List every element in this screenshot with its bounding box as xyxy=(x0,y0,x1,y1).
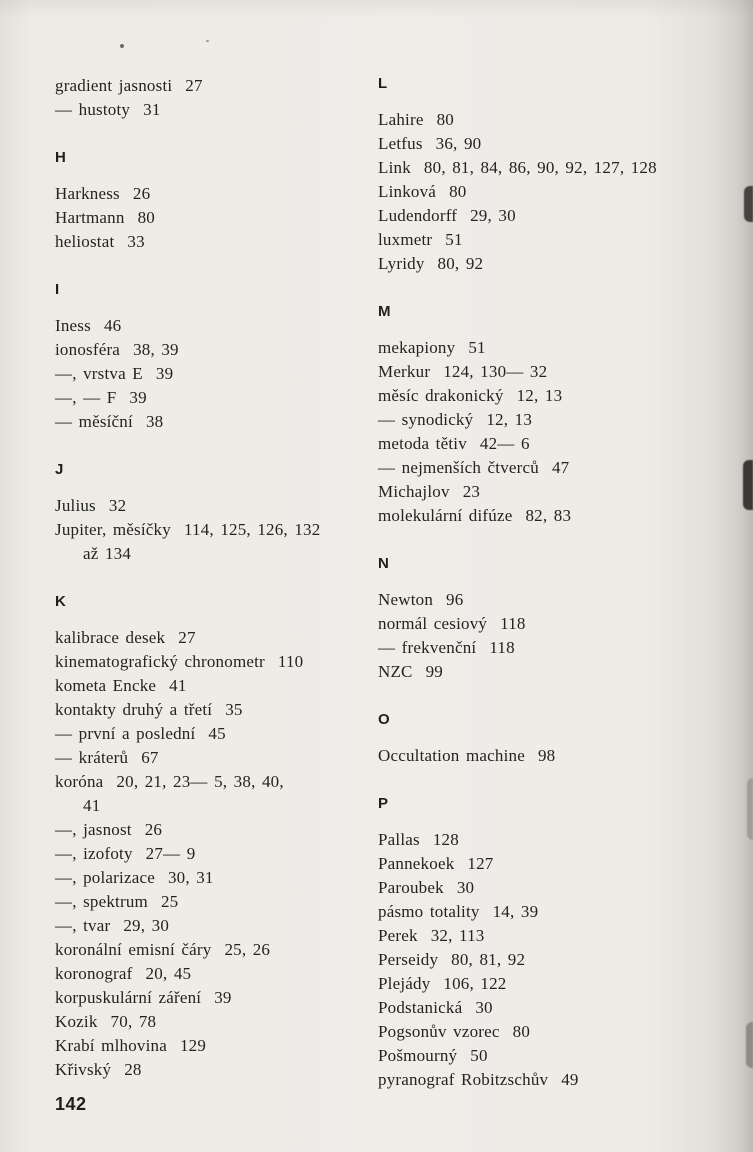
index-entry xyxy=(55,674,378,698)
index-entry xyxy=(55,182,378,206)
index-entry xyxy=(378,456,748,480)
index-entry xyxy=(378,252,748,276)
entry-term: koronograf xyxy=(55,964,133,983)
index-entry xyxy=(55,1010,378,1034)
entry-term: Plejády xyxy=(378,974,431,993)
entry-term: Jupiter, měsíčky xyxy=(55,520,171,539)
index-section-i xyxy=(55,280,378,434)
index-entry xyxy=(55,890,378,914)
entry-pages: 35 xyxy=(225,700,243,719)
entry-pages: 41 xyxy=(169,676,187,695)
entry-pages: 114, 125, 126, 132 xyxy=(183,520,321,539)
index-entry xyxy=(378,660,748,684)
index-entry xyxy=(55,230,378,254)
entry-term: Perseidy xyxy=(378,950,439,969)
index-columns xyxy=(55,74,748,1092)
entry-pages: 39 xyxy=(214,988,232,1007)
entry-pages: 23 xyxy=(462,482,481,501)
index-entry xyxy=(55,338,378,362)
index-entry xyxy=(378,108,748,132)
entry-term: —, jasnost xyxy=(55,820,132,839)
index-section-k xyxy=(55,592,378,1082)
index-entry xyxy=(55,206,378,230)
index-entry xyxy=(55,98,378,122)
index-entry xyxy=(55,626,378,650)
entry-term: kalibrace desek xyxy=(55,628,166,647)
entry-term: Julius xyxy=(55,496,96,515)
index-entry xyxy=(55,362,378,386)
index-column-right xyxy=(378,74,748,1092)
entry-pages: 67 xyxy=(141,748,159,767)
index-entry xyxy=(55,986,378,1010)
entry-pages: 28 xyxy=(124,1060,142,1079)
index-section-n xyxy=(378,554,748,684)
index-entry xyxy=(378,828,748,852)
entry-pages: 118 xyxy=(489,638,515,657)
index-entry xyxy=(378,924,748,948)
entry-term: —, vrstva E xyxy=(55,364,143,383)
entry-term: kinematografický chronometr xyxy=(55,652,265,671)
entry-term: — synodický xyxy=(378,410,474,429)
entry-term: korpuskulární záření xyxy=(55,988,202,1007)
entry-term: 41 xyxy=(83,796,101,815)
entry-pages: 80, 92 xyxy=(437,254,484,273)
entry-pages: 51 xyxy=(468,338,486,357)
entry-pages: 98 xyxy=(537,746,556,765)
entry-term: Pallas xyxy=(378,830,420,849)
index-section-m xyxy=(378,302,748,528)
entry-pages: 39 xyxy=(129,388,147,407)
entry-pages: 110 xyxy=(277,652,304,671)
entry-pages: 80 xyxy=(436,110,454,129)
index-entry xyxy=(378,636,748,660)
entry-term: —, spektrum xyxy=(55,892,148,911)
entry-pages: 14, 39 xyxy=(492,902,539,921)
entry-term: —, polarizace xyxy=(55,868,155,887)
index-entry xyxy=(378,612,748,636)
index-entry xyxy=(378,432,748,456)
entry-pages: 26 xyxy=(132,184,151,203)
entry-pages: 80 xyxy=(137,208,155,227)
entry-pages: 38 xyxy=(145,412,164,431)
index-entry xyxy=(378,900,748,924)
index-entry xyxy=(55,518,378,542)
entry-term: měsíc drakonický xyxy=(378,386,504,405)
entry-term: kontakty druhý a třetí xyxy=(55,700,213,719)
section-letter: M xyxy=(378,303,391,320)
entry-pages: 29, 30 xyxy=(123,916,170,935)
section-letter: N xyxy=(378,555,390,572)
index-entry xyxy=(55,494,378,518)
entry-term: heliostat xyxy=(55,232,115,251)
entry-pages: 80, 81, 92 xyxy=(451,950,526,969)
index-entry xyxy=(55,314,378,338)
entry-pages: 25 xyxy=(160,892,179,911)
entry-term: normál cesiový xyxy=(378,614,488,633)
index-entry xyxy=(55,1034,378,1058)
section-letter: L xyxy=(378,75,388,92)
entry-pages: 25, 26 xyxy=(224,940,271,959)
entry-pages: 82, 83 xyxy=(525,506,572,525)
index-entry xyxy=(55,386,378,410)
entry-term: mekapiony xyxy=(378,338,456,357)
index-entry xyxy=(378,480,748,504)
index-entry xyxy=(378,336,748,360)
index-entry xyxy=(55,818,378,842)
entry-pages: 50 xyxy=(470,1046,488,1065)
index-section-unheaded xyxy=(55,74,378,122)
entry-pages: 20, 45 xyxy=(145,964,192,983)
index-entry xyxy=(378,996,748,1020)
index-entry xyxy=(378,408,748,432)
index-section-h xyxy=(55,148,378,254)
index-entry xyxy=(378,972,748,996)
page-number: 142 xyxy=(55,1094,87,1114)
entry-term: Hartmann xyxy=(55,208,125,227)
entry-term: až 134 xyxy=(83,544,132,563)
entry-term: Iness xyxy=(55,316,91,335)
section-letter: K xyxy=(55,593,67,610)
entry-pages: 39 xyxy=(155,364,174,383)
entry-term: Ludendorff xyxy=(378,206,458,225)
entry-term: ionosféra xyxy=(55,340,121,359)
entry-term: Pogsonův vzorec xyxy=(378,1022,500,1041)
entry-term: Krabí mlhovina xyxy=(55,1036,167,1055)
entry-pages: 128 xyxy=(432,830,459,849)
index-entry xyxy=(55,842,378,866)
index-entry xyxy=(378,180,748,204)
entry-term: Letfus xyxy=(378,134,423,153)
entry-pages: 47 xyxy=(551,458,570,477)
index-entry xyxy=(55,698,378,722)
entry-term: Link xyxy=(378,158,411,177)
entry-term: kometa Encke xyxy=(55,676,157,695)
entry-pages: 26 xyxy=(144,820,163,839)
scan-speck xyxy=(206,40,209,42)
index-entry xyxy=(55,410,378,434)
index-section-l xyxy=(378,74,748,276)
entry-pages: 32 xyxy=(108,496,127,515)
index-entry xyxy=(378,204,748,228)
entry-term: Paroubek xyxy=(378,878,444,897)
index-entry xyxy=(55,962,378,986)
index-entry xyxy=(55,74,378,98)
entry-pages: 80 xyxy=(449,182,467,201)
entry-term: —, — F xyxy=(55,388,117,407)
index-entry xyxy=(55,914,378,938)
index-section-p xyxy=(378,794,748,1092)
entry-term: — frekvenční xyxy=(378,638,477,657)
entry-term: gradient jasnosti xyxy=(55,76,173,95)
entry-term: Michajlov xyxy=(378,482,450,501)
entry-pages: 99 xyxy=(425,662,444,681)
index-column-left xyxy=(55,74,378,1092)
entry-pages: 30 xyxy=(456,878,475,897)
entry-pages: 32, 113 xyxy=(430,926,485,945)
index-entry xyxy=(55,770,378,794)
index-entry xyxy=(55,938,378,962)
entry-pages: 12, 13 xyxy=(516,386,563,405)
section-letter: J xyxy=(55,461,64,478)
entry-term: Pošmourný xyxy=(378,1046,458,1065)
index-entry xyxy=(378,132,748,156)
entry-pages: 49 xyxy=(561,1070,579,1089)
entry-pages: 20, 21, 23— 5, 38, 40, xyxy=(116,772,284,791)
entry-term: koróna xyxy=(55,772,104,791)
entry-term: Lahire xyxy=(378,110,424,129)
entry-term: Podstanická xyxy=(378,998,463,1017)
entry-term: Occultation machine xyxy=(378,746,525,765)
entry-pages: 27 xyxy=(178,628,196,647)
entry-pages: 30 xyxy=(475,998,493,1017)
section-letter: I xyxy=(55,281,60,298)
entry-pages: 27— 9 xyxy=(145,844,196,863)
entry-pages: 38, 39 xyxy=(133,340,179,359)
index-entry xyxy=(378,228,748,252)
entry-term: — kráterů xyxy=(55,748,129,767)
entry-pages: 129 xyxy=(179,1036,207,1055)
index-entry xyxy=(55,794,378,818)
entry-pages: 42— 6 xyxy=(479,434,530,453)
entry-term: Křivský xyxy=(55,1060,112,1079)
entry-pages: 27 xyxy=(185,76,203,95)
index-entry xyxy=(55,542,378,566)
entry-pages: 31 xyxy=(143,100,161,119)
entry-term: Kozik xyxy=(55,1012,98,1031)
entry-pages: 127 xyxy=(467,854,494,873)
entry-pages: 96 xyxy=(446,590,464,609)
entry-pages: 124, 130— 32 xyxy=(443,362,548,381)
entry-term: metoda tětiv xyxy=(378,434,467,453)
entry-term: Perek xyxy=(378,926,418,945)
entry-term: luxmetr xyxy=(378,230,433,249)
index-entry xyxy=(55,722,378,746)
entry-pages: 30, 31 xyxy=(167,868,214,887)
index-entry xyxy=(378,1020,748,1044)
index-section-o xyxy=(378,710,748,768)
index-entry xyxy=(55,650,378,674)
entry-pages: 29, 30 xyxy=(470,206,516,225)
scan-speck xyxy=(120,44,124,48)
index-entry xyxy=(378,744,748,768)
index-entry xyxy=(378,360,748,384)
index-entry xyxy=(378,1044,748,1068)
entry-pages: 46 xyxy=(103,316,122,335)
entry-pages: 70, 78 xyxy=(110,1012,157,1031)
entry-term: —, tvar xyxy=(55,916,111,935)
entry-term: Harkness xyxy=(55,184,120,203)
entry-term: Merkur xyxy=(378,362,431,381)
entry-pages: 36, 90 xyxy=(435,134,482,153)
entry-pages: 12, 13 xyxy=(486,410,533,429)
entry-term: Pannekoek xyxy=(378,854,455,873)
entry-term: Lyridy xyxy=(378,254,425,273)
entry-term: —, izofoty xyxy=(55,844,133,863)
entry-pages: 118 xyxy=(500,614,526,633)
entry-pages: 51 xyxy=(445,230,463,249)
index-entry xyxy=(378,504,748,528)
entry-term: Newton xyxy=(378,590,434,609)
entry-term: — hustoty xyxy=(55,100,131,119)
index-entry xyxy=(55,1058,378,1082)
entry-pages: 80, 81, 84, 86, 90, 92, 127, 128 xyxy=(423,158,657,177)
index-entry xyxy=(55,866,378,890)
index-entry xyxy=(378,1068,748,1092)
entry-term: NZC xyxy=(378,662,413,681)
index-section-j xyxy=(55,460,378,566)
entry-pages: 80 xyxy=(512,1022,531,1041)
index-entry xyxy=(378,588,748,612)
entry-term: — nejmenších čtverců xyxy=(378,458,539,477)
entry-term: molekulární difúze xyxy=(378,506,513,525)
entry-term: Linková xyxy=(378,182,437,201)
entry-pages: 106, 122 xyxy=(443,974,507,993)
entry-term: koronální emisní čáry xyxy=(55,940,212,959)
index-entry xyxy=(378,876,748,900)
entry-pages: 45 xyxy=(208,724,226,743)
index-entry xyxy=(378,384,748,408)
entry-term: pásmo totality xyxy=(378,902,480,921)
index-entry xyxy=(55,746,378,770)
index-entry xyxy=(378,948,748,972)
entry-term: pyranograf Robitzschův xyxy=(378,1070,549,1089)
index-entry xyxy=(378,852,748,876)
entry-pages: 33 xyxy=(127,232,145,251)
index-entry xyxy=(378,156,748,180)
section-letter: H xyxy=(55,149,67,166)
section-letter: P xyxy=(378,795,389,812)
entry-term: — první a poslední xyxy=(55,724,196,743)
entry-term: — měsíční xyxy=(55,412,133,431)
section-letter: O xyxy=(378,711,391,728)
